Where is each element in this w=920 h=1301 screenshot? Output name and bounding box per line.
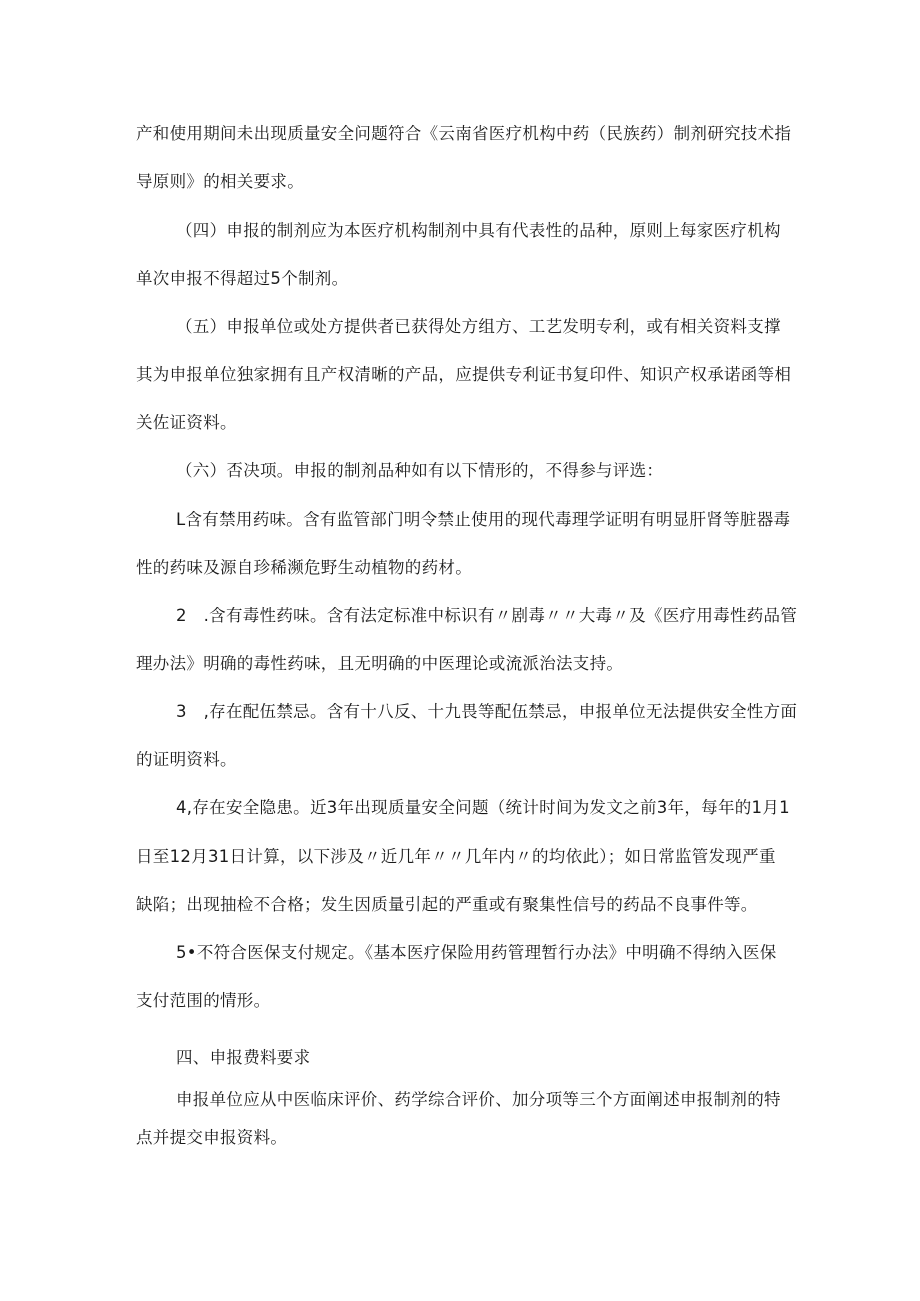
item-5-line: 5•不符合医保支付规定。《基本医疗保险用药管理暂行办法》中明确不得纳入医保	[176, 943, 777, 962]
body-text-line: 申报单位应从中医临床评价、药学综合评价、加分项等三个方面阐述申报制剂的特	[176, 1090, 781, 1109]
item-2-line: 2 .含有毒性药味。含有法定标准中标识有〃剧毒〃〃大毒〃及《医疗用毒性药品管	[176, 606, 798, 625]
body-text-line: 产和使用期间未出现质量安全问题符合《云南省医疗机构中药（民族药）制剂研究技术指	[136, 124, 792, 143]
body-text-line: 关佐证资料。	[136, 413, 237, 432]
body-text-line: 其为申报单位独家拥有且产权清晰的产品，应提供专利证书复印件、知识产权承诺函等相	[136, 365, 792, 384]
clause-five-line: （五）申报单位或处方提供者已获得处方组方、工艺发明专利，或有相关资料支撑	[176, 317, 781, 336]
body-text-line: 性的药味及源自珍稀濒危野生动植物的药材。	[136, 558, 472, 577]
item-3-line: 3 ,存在配伍禁忌。含有十八反、十九畏等配伍禁忌，申报单位无法提供安全性方面	[176, 702, 798, 721]
item-1-line: L含有禁用药味。含有监管部门明令禁止使用的现代毒理学证明有明显肝肾等脏器毒	[176, 510, 791, 529]
body-text-line: 点并提交申报资料。	[136, 1128, 288, 1147]
body-text-line: 导原则》的相关要求。	[136, 172, 304, 191]
clause-six-line: （六）否决项。申报的制剂品种如有以下情形的，不得参与评选：	[176, 461, 664, 480]
body-text-line: 支付范围的情形。	[136, 991, 271, 1010]
body-text-line: 日至12月31日计算，以下涉及〃近几年〃〃几年内〃的均依此）；如日常监管发现严重	[136, 847, 776, 866]
section-four-heading: 四、申报费料要求	[176, 1048, 311, 1067]
body-text-line: 缺陷；出现抽检不合格；发生因质量引起的严重或有聚集性信号的药品不良事件等。	[136, 895, 758, 914]
body-text-line: 单次申报不得超过5个制剂。	[136, 269, 349, 288]
body-text-line: 的证明资料。	[136, 750, 237, 769]
clause-four-line: （四）申报的制剂应为本医疗机构制剂中具有代表性的品种，原则上每家医疗机构	[176, 221, 781, 240]
item-4-line: 4,存在安全隐患。近3年出现质量安全问题（统计时间为发文之前3年，每年的1月1	[176, 798, 790, 817]
body-text-line: 理办法》明确的毒性药味，且无明确的中医理论或流派治法支持。	[136, 654, 624, 673]
